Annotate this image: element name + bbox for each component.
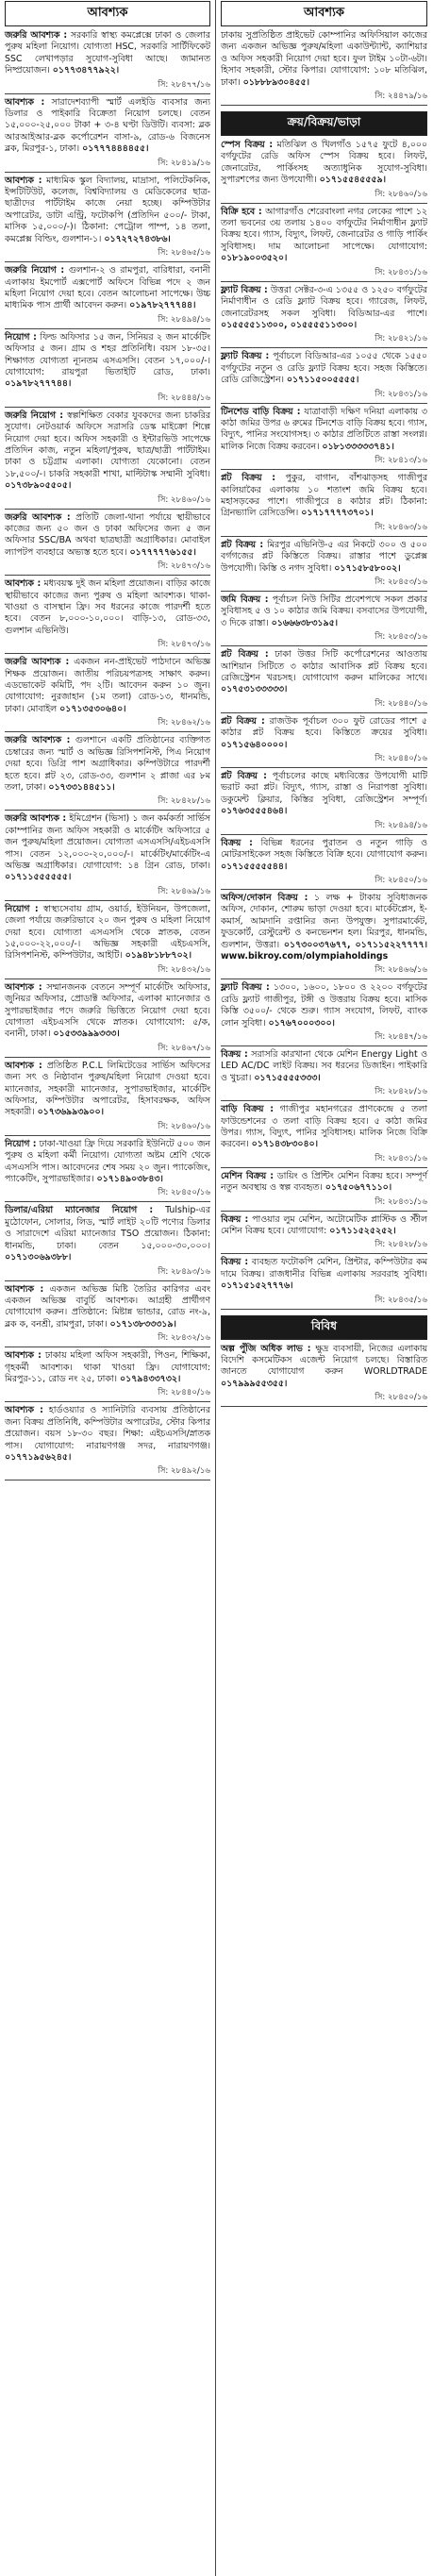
classified-ad (5, 812, 210, 884)
ad-phone: ০১৮১৩৩৩৩৩৭৪১। (322, 441, 394, 452)
ad-code: সি: ২৮৪৫০/১৬ (221, 874, 427, 890)
ad-code: সি: ২৮৪৭৩/১৬ (5, 560, 210, 576)
ad-phone: ০১৭১১৫৫৫৫৫৫। (5, 872, 72, 883)
ad-code: সি: ২৮৪৬৫/১৬ (5, 246, 210, 262)
classified-ad (5, 1138, 210, 1187)
ad-heading: অল্প পুঁজি অধিক লাভ : (221, 1343, 311, 1354)
classified-ad (5, 656, 210, 716)
ad-heading: স্পেস বিক্রয় : (221, 140, 274, 151)
ad-phone: ০১৭৩৩১৪৪৫১১। (48, 781, 115, 793)
ad-text: পূর্বাচলে বিডিআর-এর ১০৫৫ থেকে ১৫৫০ বর্গফুটের নতুন ও রেডি ফ্ল্যাট বিক্রয় হবে। সহজ কিস্তিতে। রেডি রেজিস্ট্রেশন। (221, 351, 427, 386)
ad-phone: ০১৯৪৮১৮৮৭০২। (125, 950, 192, 962)
ad-text: পূর্বাচল নিউ সিটির প্রবেশপথে সকল প্রকার সুবিধাসহ ৫ ও ১০ কাঠার জমি বিক্রয়। বসবাসের উপযোগী, ৩ দিকে রাস্তা। (221, 594, 427, 628)
classified-ad (5, 331, 210, 392)
ad-text: যাত্রাবাড়ী দক্ষিণ দনিয়া এলাকায় ৩ কাঠা জমির উপর ৬ রুমের টিনশেড বাড়ি বিক্রয় হবে। গ্যাস, বিদ্যুৎ, পানির সংযোগসহ। ৩ কাঠার প্রতিটিতে রাস্তা সংলগ্ন। মালিক নিজে বিক্রয় করবেন। (221, 406, 427, 452)
ad-code: সি: ২৮৪৪০/১৬ (221, 697, 427, 713)
ad-text: মধ্যবয়স্ক দুই জন মহিলা প্রয়োজন। বাড়ির কাজে স্থায়ীভাবে কাজের জন্য পুরুষ ও মহিলা আবশ্যক। থাকা-খাওয়া ও বাসস্থান ফ্রি। সব ধরনের কাজে পারদর্শী হতে হবে। বেতন ৮,০০০-১০,০০০। বাড়ি-১৩, রোড-৩৩, গুলশান এভিনিউ। (5, 578, 210, 636)
ad-phone: ০১৭৭৩৪৭৭৯২২। (52, 65, 120, 76)
ad-code: সি: ২৮৪৫৩/১৬ (221, 630, 427, 646)
ad-phone: ০১৭৫৩১৩৩৩৩৩। (221, 684, 288, 695)
classified-ad (5, 1283, 210, 1332)
ad-heading: প্লট বিক্রয় : (221, 715, 265, 727)
ad-heading: বিক্রয় : (221, 1257, 249, 1268)
classified-ad (221, 1170, 427, 1196)
ad-heading: বিক্রয় : (221, 1213, 249, 1225)
section-header-jobs: আবশ্যক (5, 1, 210, 26)
ad-text: বিভিন্ন ধরনের পুরাতন ও নতুন গাড়ি ও মোটরসাইকেল সহজ কিস্তিতে বিক্রি হবে। যোগাযোগ করুন। (221, 837, 427, 861)
classified-ad (5, 410, 210, 493)
ad-phone: ০১৭১৪৯০৩৮৪৩। (96, 1174, 163, 1185)
ad-code: সি: ২৮৪৩১/১৬ (221, 1196, 427, 1212)
classified-ad (5, 96, 210, 157)
ad-phone: ০১৭১৫৫৫৫৩৩৩। (254, 1072, 321, 1083)
ad-heading: জরুরি আবশ্যক : (5, 813, 67, 825)
ad-code: সি: ২৪৪৭৯/১৬ (221, 90, 427, 106)
ad-code: সি: ২৮৪৬২/১৬ (5, 716, 210, 732)
right-top-ads-list (221, 29, 427, 106)
classified-ad (221, 29, 427, 90)
ad-text: হার্ডওয়্যার ও স্যানিটারি ব্যবসায় প্রতিষ্ঠানের জন্য বিক্রয় প্রতিনিধি, কম্পিউটার অপারেটর, স্টোর কিপার প্রয়োজন। বয়স ১৮-৩০ বছর। শিক্ষা: এইচএসসি/স্নাতক পাস। যোগাযোগ: নারায়ণগঞ্জ সদর, নারায়ণগঞ্জ। (5, 1405, 211, 1451)
ad-text: ডায়িং ও প্রিন্টিং মেশিন বিক্রয় হবে। সম্পূর্ণ নতুন অবস্থায় ও স্বল্প ব্যবহৃত। (221, 1170, 428, 1194)
ad-code: সি: ২৮৪৬৯/১৬ (5, 885, 210, 901)
ad-code: সি: ২৮৪৪৭/১৬ (221, 1030, 427, 1046)
ad-phone: ০১৭১১৫২৫২৫২। (329, 1226, 396, 1237)
ad-code: সি: ২৮৪১৯/১৬ (5, 157, 210, 173)
ad-heading: আবশ্যক : (5, 1060, 42, 1071)
classified-ad (221, 837, 427, 874)
ad-code: সি: ২৮৪৯৪/১৬ (221, 819, 427, 835)
classified-ad (5, 1349, 210, 1386)
ad-text: ১ লক্ষ + টাকায় সুবিধাজনক অফিস, দোকান, শোরুম ভাড়া দেওয়া হবে। মার্কেটপ্লেস, ই-কমার্স, আমদানি রপ্তানির জন্য উপযুক্ত। সুপারমার্কেট, ফুডকোর্ট, রেস্টুরেন্ট ও কনভেনশন হল। মিরপুর, ধানমন্ডি, গুলশান, উত্তরা। (221, 892, 427, 950)
ad-text: পূর্বাচলের কাছে মধ্যবিত্তের উপযোগী মাটি ভরাট করা প্লট। বিদ্যুৎ, গ্যাস, রাস্তা ও নিরাপত্তা সুবিধা। ডকুমেন্ট ক্লিয়ার, কিস্তির সুবিধা, রেজিস্ট্রেশন সম্পূর্ণ। (221, 771, 428, 805)
ad-text: মিরপুর এভিনিউ-৫ এর নিকটে ৩০০ ও ৫০০ বর্গগজের প্লট কিস্তিতে বিক্রয়। রাস্তার পাশে ডুপ্লেক্স উপযোগী। কিস্তি ও নগদ সুবিধা। (221, 539, 427, 574)
ad-heading: অফিস/দোকান বিক্রয় : (221, 892, 308, 903)
classified-ad (5, 734, 210, 795)
ad-heading: আবশ্যক : (5, 175, 42, 186)
ad-code: সি: ২৮৪২১/১৬ (221, 332, 427, 348)
ad-code: সি: ২৮৪৬৩/১৬ (221, 521, 427, 537)
ad-text: রাজউক পূর্বাচল ৩০০ ফুট রোডের পাশে ৫ কাঠার প্লট বিক্রয় হবে। কিস্তিতে ক্রয়ের সুবিধা। (221, 715, 428, 739)
ad-phone: ০১৭১৫১৫২৭৭৭৬। (221, 1280, 293, 1292)
ad-text: একজন নন-প্রাইভেট পাঠদানে অভিজ্ঞ শিক্ষক প্রয়োজন। জাতীয় পরিচয়পত্রসহ সাক্ষাৎ করুন। এডভোকেট কমিটি, পদ ২টি। আবেদন করুন ১০ জুন। যোগাযোগ: নুরজাহান (১ম তলা) রোড-১৩, ধানমন্ডি, ঢাকা। মোবাইল (5, 657, 210, 714)
ad-text: সরকারি স্বাস্থ্য কমপ্লেক্সে ঢাকা ও জেলার পুরুষ মহিলা নিয়োগ। যোগ্যতা HSC, সরকারি সার্টিফিকেট SSC লেখাপড়ার সুযোগ-সুবিধা আছে। জামানত নিষ্প্রয়োজন। (5, 30, 210, 76)
ad-heading: বিক্রি হবে : (221, 206, 262, 217)
ad-phone: ০১৮১৯০০৩৫২০। (221, 253, 288, 264)
misc-ads-list (221, 1343, 427, 1408)
ad-phone: ০১৭১৫৫৫৫৫৪৪। (221, 861, 288, 872)
ad-heading: ফ্ল্যাট বিক্রয় : (221, 351, 270, 362)
ad-text: পাওয়ার লুম মেশিন, অটোমেটিক প্লাস্টিক ও স্টীল মেশিন বিক্রয় হবে। যোগাযোগ: (221, 1213, 428, 1237)
classified-ad (221, 594, 427, 630)
classified-ad (5, 577, 210, 638)
ad-phone: ০১৭১৫৮৫৮০০২। (334, 562, 401, 574)
ad-code: সি: ২৮৪৫০/১৬ (5, 1186, 210, 1202)
ad-text: পুকুর, বাগান, বাঁশঝাড়সহ গাজীপুর কালিয়াকৈর এলাকায় ১০ শতাংশ জমি বিক্রয় হবে। মহাসড়কের পাশে। গাজীপুরে ৪ কাঠার প্লট। ঠিকানা: গ্রিনভ্যালি রেসিডেন্সি। (221, 473, 428, 519)
ad-heading: প্লট বিক্রয় : (221, 473, 276, 484)
classified-ad (221, 892, 427, 963)
classified-ad (221, 648, 427, 697)
right-column (216, 0, 432, 2576)
ad-code: সি: ২৮৪৯৪/১৬ (5, 313, 210, 329)
classified-ad (221, 1343, 427, 1392)
ad-code: সি: ২৮৪৫৩/১৬ (221, 576, 427, 592)
ad-phone: ০১৮৮৮৯৩০৪৫৫। (242, 76, 309, 88)
classified-ad (221, 770, 427, 819)
classified-ad (221, 472, 427, 521)
classified-ad (221, 715, 427, 752)
section-header-jobs-right: আবশ্যক (221, 1, 427, 26)
classified-ad (221, 1256, 427, 1293)
ad-heading: বিক্রয় : (221, 837, 253, 848)
ad-text: প্রতিষ্ঠিত P.C.L লিমিটেডের সার্ভিস অফিসের জন্য সৎ ও নিষ্ঠাবান পুরুষ/মহিলা নিয়োগ দেওয়া হবে। ম্যানেজার, সহকারী ম্যানেজার, সুপারভাইজার, মার্কেটিং অফিসার, কম্পিউটার অপারেটর, হিসাবরক্ষক, অফিস সহকারী। (5, 1060, 210, 1118)
ad-code: সি: ২৮৪৫০/১৬ (221, 1391, 427, 1407)
ad-code: সি: ২৮৪৩২/১৬ (5, 963, 210, 979)
ad-text: মতিঝিল ও খিলগাঁও ১৫৭৫ ফুটে ৪,০০০ বর্গফুটের রেডি অফিস স্পেস বিক্রয় হবে। লিফট, জেনারেটর, পার্কিংসহ অত্যাধুনিক সুযোগ-সুবিধা। সুপারশপের জন্য উপযোগী। (221, 140, 427, 186)
ad-heading: বিক্রয় : (221, 1048, 248, 1060)
classified-ad (5, 511, 210, 560)
ad-heading: জরুরি নিয়োগ : (5, 410, 63, 421)
ad-text: স্বল্পশিক্ষিত বেকার যুবকদের জন্য চাকরির সুযোগ। নেটওয়ার্ক অফিসে সরাসরি ডেস্ক মাইক্রো শিল্পে নিয়োগ দেয়া হবে। অফিস সহকারী ও ইন্টারভিউ সাপেক্ষে প্রতিদিন কাজ, নতুন মহিলা/পুরুষ, ছাত্র/ছাত্রী পার্টটাইম। ঢাকা ও চট্টগ্রাম এলাকা। যোগ্যতা যেকোনো। বেতন ১৮,৫০০/-। চাকরি সহকারী শাখা, মাল্টিটাস্ক সম্মানী সুবিধা। (5, 410, 210, 479)
classified-ad (221, 1048, 427, 1085)
ad-text: ব্যবহৃত ফটোকপি মেশিন, প্রিন্টার, কম্পিউটার কম দামে বিক্রয়। রাজধানীর বিভিন্ন এলাকায় সরবরাহ সুবিধা। (221, 1257, 427, 1280)
ad-phone: ০১৭১৩০৬৯৩৮৮। (5, 1252, 72, 1263)
ad-code: সি: ২৮৪৭৭/১৬ (5, 78, 210, 94)
ad-code: সি: ২৮৪৭৩/১৬ (5, 638, 210, 654)
classified-ad (221, 406, 427, 455)
ad-phone: ০১৭৩৬৯৯৩৯০০। (37, 1107, 104, 1118)
ad-text: সারাদেশব্যাপী স্মার্ট এলইডি ব্যবসার জন্য ডিলার ও পাইকারি বিক্রেতা নিয়োগ চলছে। বেতন ১৫,০০০-২৫,০০০ টাকা + ৩-৪ ঘণ্টা ডিউটি। ব্যবসা: ব্লক আরআইআর-ব্লক কর্পোরেশন বাসা-৯, রোড-৬ বিজনেস ব্লক, মিরপুর-১, ঢাকা। (5, 96, 210, 155)
section-header-buy-sell-rent: ক্রয়/বিক্রয়/ভাড়া (221, 111, 427, 136)
ad-heading: প্লট বিক্রয় : (221, 649, 269, 661)
ad-phone: ০১৭৩০০৩৭৬৭৭, ০১৭১১৫২২৭৭৭৭। (283, 939, 427, 950)
ad-phone: ০১৭৬৩৫৫৫৪৬৪। (221, 806, 288, 817)
ad-text: সরাসরি কারখানা থেকে মেশিন Energy Light ও LED AC/DC লাইট বিক্রয়। সব ধরনের ডিজাইন। পাইকারি ও খুচরা। (221, 1048, 427, 1083)
ad-code: সি: ২৮৪২৮/১৬ (5, 795, 210, 811)
ad-text: ঢাকায় সুপ্রতিষ্ঠিত প্রাইভেট কোম্পানির অফিসিয়াল কাজের জন্য একজন অভিজ্ঞ পুরুষ/মহিলা একাউন্ট্যান্ট, ক্যাশিয়ার ও অফিস সহকারী নিয়োগ দেয়া হবে। ফুল টাইম ১০টা-৬টা। হিসাব সহকারী, স্টোর কিপার। যোগাযোগ: ১০৮ মতিঝিল, ঢাকা। (221, 30, 427, 88)
ad-heading: আবশ্যক : (5, 96, 45, 108)
ad-text: গুলশান-২ ও রামপুরা, বারিধারা, বনানী এলাকায় ইমপোর্ট এক্সপোর্ট অফিসে বিভিন্ন পদে ২ জন মহিলা নিয়োগ দেয়া হবে। বেতন আলোচনা সাপেক্ষে। উচ্চ মাধ্যমিক পাস প্রার্থী আবেদন করুন। (5, 265, 210, 311)
ad-phone: ০১৯৭৮২৭৭৭৪৪। (129, 300, 196, 311)
classified-ad (221, 284, 427, 333)
ad-heading: আবশ্যক : (5, 981, 42, 993)
ad-phone: ০১৭১৫৫৪৫৫৫৯। (319, 175, 386, 186)
ad-phone: ০১৫৩৩৯৯৯৩৩৩। (53, 1029, 120, 1040)
classified-ad (5, 903, 210, 963)
ad-code: সি: ২৮৪৩৫/১৬ (221, 1294, 427, 1310)
ad-heading: আবশ্যক : (5, 1350, 42, 1362)
ad-code: সি: ২৮৪৯২/১৬ (5, 1464, 210, 1480)
classified-ad (5, 1204, 210, 1264)
ad-heading: আবশ্যক : (5, 578, 42, 590)
ad-code: সি: ২৮৪৬৭/১৬ (5, 1042, 210, 1058)
ad-text: ঢাকায় মহিলা অফিস সহকারী, পিওন, শিক্ষিকা, গৃহকর্মী আবশ্যক। থাকা খাওয়া ফ্রি। যোগাযোগ: মিরপুর-১১, রোড নং ২৫, ঢাকা। (5, 1350, 210, 1384)
ad-heading: প্লট বিক্রয় : (221, 539, 264, 550)
ad-heading: টিনশেড বাড়ি বিক্রয় : (221, 406, 301, 417)
ad-code: সি: ২৮৪৪০/১৬ (221, 752, 427, 768)
ad-code: সি: ২৮৪২৮/১৬ (221, 1085, 427, 1101)
ad-text: সম্মানজনক বেতনে সম্পূর্ণ মার্কেটিং অফিসার, জুনিয়র অফিসার, প্রোডাক্ট অফিসার, এলাকা ম্যানেজার ও সুপারভাইজার পদে জরুরি ভিত্তিতে নিয়োগ দেয়া হবে। যোগ্যতা এইচএসসি থেকে স্নাতক। যোগাযোগ: ৫/ক, বনানী, ঢাকা। (5, 981, 210, 1040)
ad-code: সি: ২৮৪৬০/১৬ (5, 493, 210, 510)
ad-phone: ০১৭১৩৫৩০৬৪০। (59, 703, 126, 714)
ad-heading: প্লট বিক্রয় : (221, 771, 267, 782)
left-column (0, 0, 216, 2576)
ad-text: প্রতিটি জেলা-থানা পর্যায়ে স্থায়ীভাবে কাজের জন্য ৫০ জন ও ঢাকা অফিসের জন্য ৫ জন অফিসার SSC/BA অথবা ছাত্রছাত্রী অগ্রাধিকার। মোবাইল ল্যাপটপ ব্যবহারে অভ্যস্ত হতে হবে। (5, 511, 210, 558)
ad-phone: ০১৭৭৭৪৪৪৪৫৫। (82, 143, 149, 155)
ad-phone: ০১৭৭৭৭৭৬১৫৫। (129, 546, 196, 558)
ad-code: সি: ২৮৪৪০/১৬ (5, 1386, 210, 1402)
ad-heading: জরুরি আবশ্যক : (5, 511, 71, 523)
classified-ad (5, 29, 210, 78)
ad-text: উত্তরা সেক্টর-৩-এ ১৩৫৫ ও ১২৫০ বর্গফুটের নির্মাণাধীন ও রেডি ফ্ল্যাট বিক্রয় হবে। গ্যারেজ, লিফট, জেনারেটরসহ সকল সুবিধা। বিডিআর-এর পাশে। (221, 284, 428, 319)
ad-text: Tulship-এর মুঠোফোন, সোলার, লিড, স্মার্ট লাইট ২০টি পণ্যের ডিলার ও সারাদেশে এরিয়া ম্যানেজার TSO প্রয়োজন। ঠিকানা: ধানমন্ডি, ঢাকা। বেতন ১৫,০০০-৩০,০০০। (5, 1205, 210, 1251)
ad-code: সি: ২৮৪৪৪/১৬ (5, 392, 210, 408)
ad-phone: ০১৭৬৭০০০৩০০। (268, 1017, 335, 1029)
ad-heading: জমি বিক্রয় : (221, 594, 269, 605)
ad-heading: ফ্ল্যাট বিক্রয় : (221, 982, 270, 994)
section-header-misc: বিবিধ (221, 1315, 427, 1340)
ad-phone: ০১৭১৫৬৪০০০০। (221, 739, 288, 750)
ad-heading: নিয়োগ : (5, 903, 39, 914)
ad-website: www.bikroy.com/olympiaholdings (221, 950, 389, 962)
ad-heading: বাড়ি বিক্রয় : (221, 1104, 275, 1115)
classified-ad (221, 539, 427, 576)
ad-text: ঢাকা-খাওয়া ফ্রি দিয়ে সরকারি ইউনিটে ৫০০ জন পুরুষ ও মহিলা কর্মী নিয়োগ। যোগ্যতা অষ্টম শ্রেণি থেকে এসএসসি পাস। আবেদনের শেষ সময় ২০ জুন। প্যাকেজিং, প্যাকেটিং, সুপারভাইজার। (5, 1138, 210, 1185)
ad-code: সি: ২৮৪৩১/১৬ (221, 266, 427, 282)
ad-phone: ০১৭১১৫০০৫৫৫৫। (286, 375, 359, 386)
ad-phone: ০১৭৯৪৩৩৭৩২। (120, 1373, 181, 1384)
ad-text: গুলশানে একটি প্রতিষ্ঠানের ব্যক্তিগত চেম্বারের জন্য স্মার্ট ও অভিজ্ঞ রিসিপশনিস্ট, পিএ নিয়োগ দেয়া হবে। ডিগ্রি পাশ অগ্রাধিকার। কম্পিউটারে পারদর্শী হতে হবে। প্লট ২৩, রোড-৩৩, গুলশান ২ প্লাজা এর ৮ম তলা, ঢাকা। (5, 735, 211, 793)
ad-code: সি: ২৮৪৩১/১৬ (221, 388, 427, 404)
ad-code: সি: ২৮৪৬০/১৬ (221, 188, 427, 204)
ad-text: ঢাকা উত্তর সিটি কর্পোরেশনের আওতায় আশিয়ান সিটিতে ৩ কাঠার আবাসিক প্লট বিক্রয় হবে। রেজিস্ট্রেশন খরচসহ। যোগাযোগ করুন মালিকের সাথে। (221, 649, 428, 684)
ad-text: ফিল্ড অফিসার ১৫ জন, সিনিয়র ২ জন মার্কেটিং অফিসার ৫ জন। গ্রাম ও শহর প্রতিনিধি। বয়স ১৮-৩৫। শিক্ষাগত যোগ্যতা ন্যূনতম এসএসসি। বেতন ১৭,০০০/-। যোগাযোগ: রায়পুরা ভিতাইটি রোড, ঢাকা। (5, 331, 210, 377)
classified-ad (221, 139, 427, 188)
classified-ad (221, 981, 427, 1030)
ad-code: সি: ২৮৪১৩/১৬ (221, 454, 427, 470)
ad-text: মাধ্যমিক স্কুল বিদ্যালয়, মাদ্রাসা, পলিটেকনিক, ইন্সটিটিউট, কলেজ, বিশ্ববিদ্যালয় ও মেডিকেলের ছাত্র-ছাত্রীদের পার্টটাইম কাজে নেয়া হচ্ছে। কম্পিউটার অপারেটর, ডাটা এন্ট্রি, ফটোকপি (প্রতিদিন ৫০০/- টাকা, মাসিক ১৫,০০০/-)। ঠিকানা: পেট্রোল পাম্প, ১৪ তলা, কমপ্লেক্স বিল্ডিং, গুলশান-১। (5, 175, 210, 244)
classified-ad (5, 175, 210, 246)
ad-heading: আবশ্যক : (5, 1283, 44, 1295)
ad-phone: ০১৭৩৮৯০৫৫০৫। (5, 480, 72, 492)
ad-phone: ০১৭৭১৯৫৬২৪৫। (5, 1451, 72, 1463)
ad-code: সি: ২৮৪৩২/১৬ (5, 1331, 210, 1347)
classified-ad (221, 206, 427, 266)
ad-text: একজন অভিজ্ঞ মিষ্টি তৈরির কারিগর এবং একজন অভিজ্ঞ বাবুর্চি আবশ্যক। আগ্রহী প্রার্থীগণ যোগাযোগ করুন। প্রতিষ্ঠানে: মিষ্টান্ন ভান্ডার, রোড নং-৯, ব্লক ক, বনশ্রী, রামপুরা, ঢাকা। (5, 1283, 210, 1330)
ad-heading: ডিলার/এরিয়া ম্যানেজার নিয়োগ : (5, 1205, 154, 1216)
ad-heading: নিয়োগ : (5, 331, 37, 343)
ad-code: সি: ২৮৪৯৩/১৬ (5, 1265, 210, 1281)
ad-heading: জরুরি আবশ্যক : (5, 735, 71, 746)
ad-phone: ০১৫৫৫৫১১৩০০, ০১৫৫৫৫১১৩০০। (221, 319, 358, 330)
ad-text: গাজীপুর মহানগরের প্রাণকেন্দ্রে ৫ তলা ফাউন্ডেশনের ৩ তলা বাড়ি বিক্রয় হবে। ৫ কাঠা জমির উপর। গ্যাস, বিদ্যুৎ, পানির সুবিধাসহ। মালিক নিজে বিক্রি করবেন। (221, 1104, 427, 1150)
ad-phone: ০১৭১৪৩৮৩০৪০। (251, 1139, 318, 1150)
ad-code: সি: ২৮৪৬৬/১৬ (221, 963, 427, 979)
right-ads-list (221, 139, 427, 1310)
classified-ad (221, 350, 427, 387)
classified-ad (221, 1103, 427, 1152)
classified-ad (5, 981, 210, 1042)
ad-text: আগারগাঁও শেরেবাংলা নগর লেকের পাশে ১২ তলা ভবনের ৩য় তলায় ১৪০০ বর্গফুটের নির্মাণাধীন ফ্ল্যাট বিক্রয় হবে। গ্যাস, বিদ্যুৎ, লিফট, জেনারেটর ও গাড়ি পার্কিং সুবিধাসহ। দাম আলোচনা সাপেক্ষে। যোগাযোগ: (221, 206, 428, 252)
ad-heading: মেশিন বিক্রয় : (221, 1170, 274, 1181)
ad-phone: ০১৭১৭৭৭৭৩৭০১। (301, 508, 374, 519)
classified-ad (221, 1213, 427, 1239)
ad-heading: আবশ্যক : (5, 1405, 43, 1416)
ad-code: সি: ২৮৪৬০/১৬ (5, 1120, 210, 1136)
ad-heading: নিয়োগ : (5, 1138, 37, 1149)
ad-phone: ০১৭২৭২৭৪৩৮৬। (104, 233, 171, 244)
classified-ad (5, 264, 210, 313)
ad-phone: ০১৯৭৮২৭৭৭৪৪। (5, 378, 72, 390)
ad-code: সি: ২৮৪২৮/১৬ (221, 1238, 427, 1254)
left-ads-list (5, 29, 210, 1480)
ad-heading: জরুরি আবশ্যক : (5, 657, 70, 668)
ad-text: ক্ষুদ্র ব্যবসায়ী, নিজের এলাকায় বিদেশি কসমেটিকস এজেন্ট নিয়োগ চলছে। বিস্তারিত জানতে যোগাযোগ করুন WORLDTRADE (221, 1343, 427, 1378)
classified-ad (5, 1404, 210, 1464)
ad-text: ১৩০০, ১৬০০, ১৮০০ ও ২২০০ বর্গফুটের রেডি ফ্ল্যাট গাজীপুর, টঙ্গী ও উত্তরায় বিক্রয় হবে। মাসিক কিস্তি ৩৫০০/- থেকে শুরু। গ্যাস সংযোগ, লিফট, ব্যাংক লোন সুবিধা। (221, 982, 427, 1029)
ad-code: সি: ২৮৪৩১/১৬ (221, 1152, 427, 1168)
ad-phone: ০১৭১৩৮৩৩৩১৯। (109, 1318, 176, 1330)
ad-phone: ০১৭৫০৬৭৭১১০। (325, 1182, 392, 1194)
ad-phone: ০১৬৬৬৩৮৩১৯৫। (271, 617, 339, 628)
ad-heading: জরুরি নিয়োগ : (5, 265, 65, 276)
ad-heading: ফ্ল্যাট বিক্রয় : (221, 284, 268, 295)
ad-text: স্বাস্থ্যসেবায় গ্রাম, ওয়ার্ড, ইউনিয়ন, উপজেলা, জেলা পর্যায়ে জরুরিভাবে ২০ জন পুরুষ ও মহিলা নিয়োগ দেয়া হবে। যোগ্যতা এসএসসি থেকে স্নাতক, বেতন ১৫,০০০-২২,০০০/-। অভিজ্ঞ সহকারী এইচএসসি, রিসিপশনিস্ট, কম্পিউটার, আইটি। (5, 903, 210, 962)
ad-heading: জরুরি আবশ্যক : (5, 30, 68, 41)
classified-ad (5, 1060, 210, 1120)
ad-phone: ০১৭৯৯৯৫৫৩৫৫। (221, 1378, 288, 1389)
ad-text: ইমিগ্রেশন (ভিসা) ১ জন কর্মকর্তা সার্ভিস কোম্পানির জন্য অফিস সহকারী ও মার্কেটিং অফিসারে ৫ জন পুরুষ/মহিলা প্রয়োজন। যোগ্যতা এসএসসি/এইচএসসি পাস। বেতন ১২,০০০-২০,০০০/-। মার্কেটিং/মার্কেটিং-এ অভিজ্ঞ অগ্রাধিকার। যোগাযোগ: ১৪ গ্রিন রোড, ঢাকা। (5, 813, 210, 871)
